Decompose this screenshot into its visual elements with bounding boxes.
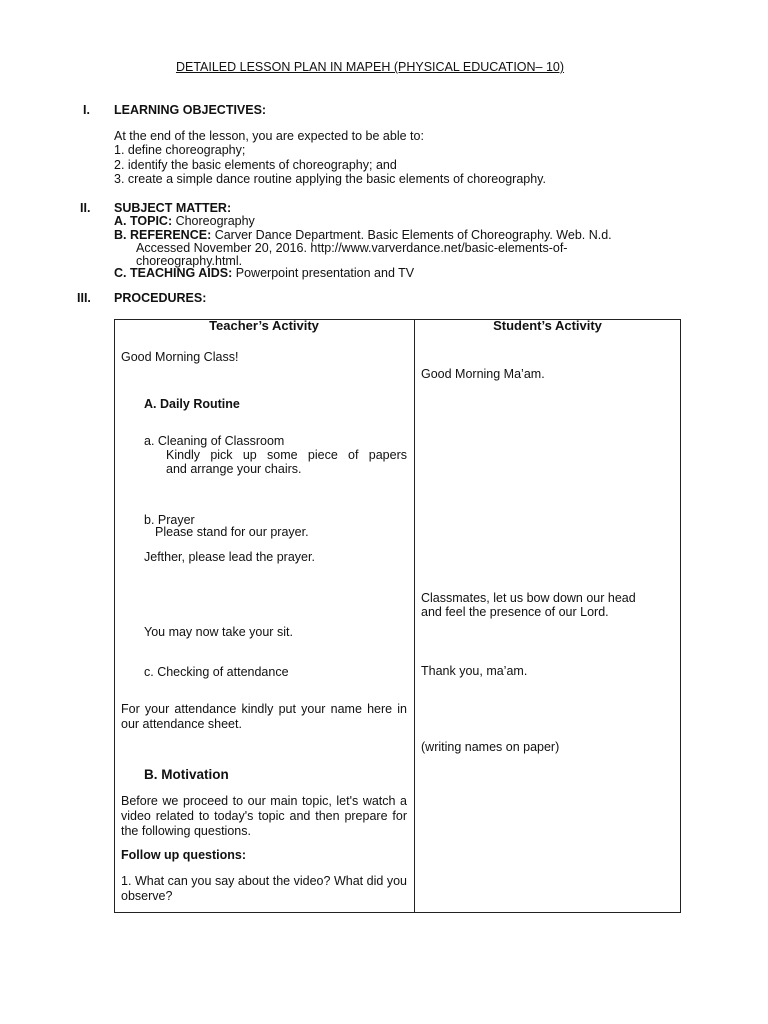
section-numeral-2: II. <box>80 201 91 215</box>
student-prayer-1: Classmates, let us bow down our head <box>421 591 636 605</box>
prayer-label: b. Prayer <box>144 513 195 527</box>
objectives-intro: At the end of the lesson, you are expected to be able to: <box>114 129 424 143</box>
reference-text-2: Accessed November 20, 2016. http://www.varverdance.net/basic-elements-of- <box>136 241 568 255</box>
student-thanks: Thank you, ma’am. <box>421 664 528 678</box>
section-numeral-1: I. <box>83 103 90 117</box>
topic-line <box>114 214 255 228</box>
objective-item: 2. identify the basic elements of choreography; and <box>114 158 397 172</box>
teacher-activity-header: Teacher’s Activity <box>209 318 319 333</box>
procedures-heading: PROCEDURES: <box>114 291 207 305</box>
attendance-instruction: For your attendance kindly put your name here in our attendance sheet. <box>121 702 407 731</box>
cleaning-text-2: and arrange your chairs. <box>166 462 302 476</box>
reference-label: B. REFERENCE: <box>114 228 212 242</box>
student-prayer-2: and feel the presence of our Lord. <box>421 605 609 619</box>
attendance-label: c. Checking of attendance <box>144 665 289 679</box>
daily-routine-heading: A. Daily Routine <box>144 397 240 411</box>
column-divider <box>414 320 415 912</box>
objectives-heading: LEARNING OBJECTIVES: <box>114 103 267 117</box>
reference-text: Carver Dance Department. Basic Elements of Choreography. Web. N.d. <box>211 228 612 242</box>
student-greeting: Good Morning Ma’am. <box>421 367 545 381</box>
teaching-aids-value: Powerpoint presentation and TV <box>232 266 415 280</box>
followup-question: 1. What can you say about the video? What did you observe? <box>121 874 407 903</box>
student-activity-header: Student’s Activity <box>493 318 602 333</box>
topic-value: Choreography <box>172 214 255 228</box>
motivation-heading: B. Motivation <box>144 767 229 782</box>
teaching-aids-line <box>114 266 414 280</box>
reference-text-3: choreography.html. <box>136 254 243 268</box>
teacher-greeting: Good Morning Class! <box>121 350 239 364</box>
followup-heading: Follow up questions: <box>121 848 246 862</box>
prayer-instruction: Please stand for our prayer. <box>155 525 309 539</box>
section-numeral-3: III. <box>77 291 91 305</box>
motivation-text: Before we proceed to our main topic, let's watch a video related to today's topic and then prepare for the following questions. <box>121 794 407 838</box>
topic-label: A. TOPIC: <box>114 214 173 228</box>
reference-line <box>114 228 612 242</box>
teaching-aids-label: C. TEACHING AIDS: <box>114 266 233 280</box>
objective-item: 3. create a simple dance routine applying the basic elements of choreography. <box>114 172 546 186</box>
take-sit-text: You may now take your sit. <box>144 625 293 639</box>
document-title: DETAILED LESSON PLAN IN MAPEH (PHYSICAL EDUCATION– 10) <box>175 60 565 74</box>
objective-item: 1. define choreography; <box>114 143 246 157</box>
lead-prayer-text: Jefther, please lead the prayer. <box>144 550 315 564</box>
student-writing: (writing names on paper) <box>421 740 560 754</box>
cleaning-label: a. Cleaning of Classroom <box>144 434 285 448</box>
subject-heading: SUBJECT MATTER: <box>114 201 232 215</box>
cleaning-text-1: Kindly pick up some piece of papers <box>166 448 407 462</box>
